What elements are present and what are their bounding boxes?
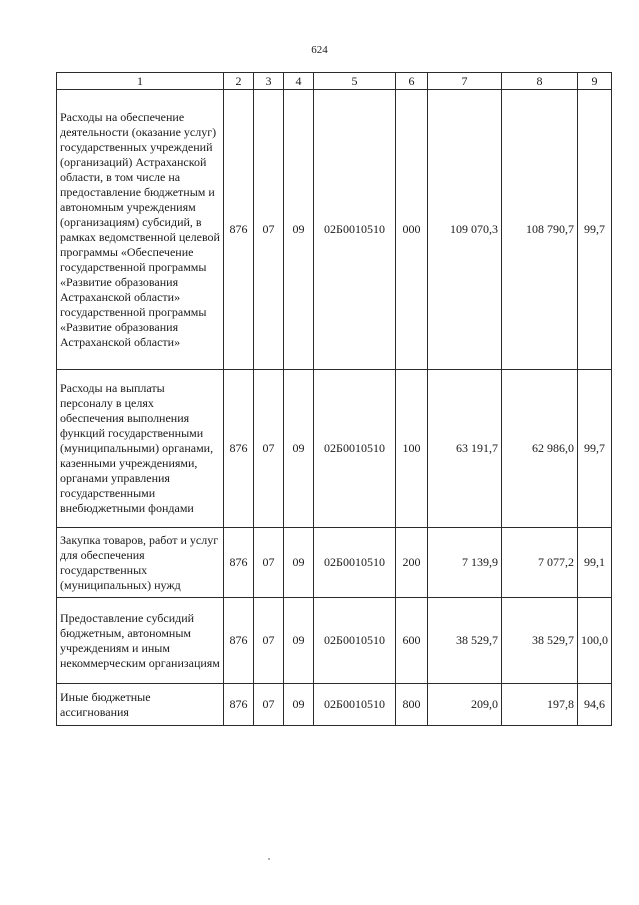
cell-percent: 99,1 xyxy=(578,528,612,598)
cell-ministry: 876 xyxy=(224,598,254,684)
cell-subsection: 09 xyxy=(284,684,314,726)
cell-expense-type: 200 xyxy=(396,528,428,598)
table-row xyxy=(57,684,612,726)
header-cell-8: 8 xyxy=(502,73,578,90)
cell-ministry: 876 xyxy=(224,684,254,726)
cell-percent: 100,0 xyxy=(578,598,612,684)
cell-executed: 108 790,7 xyxy=(502,90,578,370)
cell-section: 07 xyxy=(254,90,284,370)
cell-target-article: 02Б0010510 xyxy=(314,370,396,528)
table-row xyxy=(57,528,612,598)
cell-section: 07 xyxy=(254,370,284,528)
cell-expense-type: 600 xyxy=(396,598,428,684)
cell-percent: 99,7 xyxy=(578,370,612,528)
page-number: 624 xyxy=(311,44,328,56)
cell-percent: 99,7 xyxy=(578,90,612,370)
header-cell-7: 7 xyxy=(428,73,502,90)
row-description: Иные бюджетные ассигнования xyxy=(57,684,224,726)
cell-ministry: 876 xyxy=(224,528,254,598)
cell-target-article: 02Б0010510 xyxy=(314,528,396,598)
cell-expense-type: 800 xyxy=(396,684,428,726)
table-row xyxy=(57,90,612,370)
cell-executed: 62 986,0 xyxy=(502,370,578,528)
header-cell-4: 4 xyxy=(284,73,314,90)
cell-percent: 94,6 xyxy=(578,684,612,726)
header-cell-6: 6 xyxy=(396,73,428,90)
cell-section: 07 xyxy=(254,528,284,598)
cell-planned: 38 529,7 xyxy=(428,598,502,684)
budget-table xyxy=(56,72,612,726)
cell-executed: 38 529,7 xyxy=(502,598,578,684)
cell-executed: 197,8 xyxy=(502,684,578,726)
row-description: Предоставление субсидий бюджетным, автономным учреждениям и иным некоммерческим организациям xyxy=(57,598,224,684)
header-cell-5: 5 xyxy=(314,73,396,90)
cell-target-article: 02Б0010510 xyxy=(314,90,396,370)
cell-target-article: 02Б0010510 xyxy=(314,684,396,726)
cell-planned: 63 191,7 xyxy=(428,370,502,528)
header-cell-2: 2 xyxy=(224,73,254,90)
cell-subsection: 09 xyxy=(284,370,314,528)
cell-planned: 209,0 xyxy=(428,684,502,726)
cell-subsection: 09 xyxy=(284,90,314,370)
table-row xyxy=(57,598,612,684)
cell-section: 07 xyxy=(254,598,284,684)
cell-ministry: 876 xyxy=(224,90,254,370)
cell-target-article: 02Б0010510 xyxy=(314,598,396,684)
row-description: Закупка товаров, работ и услуг для обеспечения государственных (муниципальных) нужд xyxy=(57,528,224,598)
cell-planned: 7 139,9 xyxy=(428,528,502,598)
header-cell-3: 3 xyxy=(254,73,284,90)
header-cell-1: 1 xyxy=(57,73,224,90)
scan-speck xyxy=(268,858,270,860)
cell-section: 07 xyxy=(254,684,284,726)
header-row xyxy=(57,73,612,90)
cell-ministry: 876 xyxy=(224,370,254,528)
row-description: Расходы на выплаты персоналу в целях обеспечения выполнения функций государственными (муниципальными) органами, казенными учреждениями, органами управления государственными внебюджетными фондами xyxy=(57,370,224,528)
cell-executed: 7 077,2 xyxy=(502,528,578,598)
cell-planned: 109 070,3 xyxy=(428,90,502,370)
cell-expense-type: 100 xyxy=(396,370,428,528)
cell-subsection: 09 xyxy=(284,598,314,684)
cell-subsection: 09 xyxy=(284,528,314,598)
cell-expense-type: 000 xyxy=(396,90,428,370)
header-cell-9: 9 xyxy=(578,73,612,90)
table-row xyxy=(57,370,612,528)
row-description: Расходы на обеспечение деятельности (оказание услуг) государственных учреждений (организаций) Астраханской области, в том числе на предоставление бюджетным и автономным учреждениям (организациям) субсидий, в рамках ведомственной целевой программы «Обеспечение государственной программы «Развитие образования Астраханской области» государственной программы «Развитие образования Астраханской области» xyxy=(57,90,224,370)
